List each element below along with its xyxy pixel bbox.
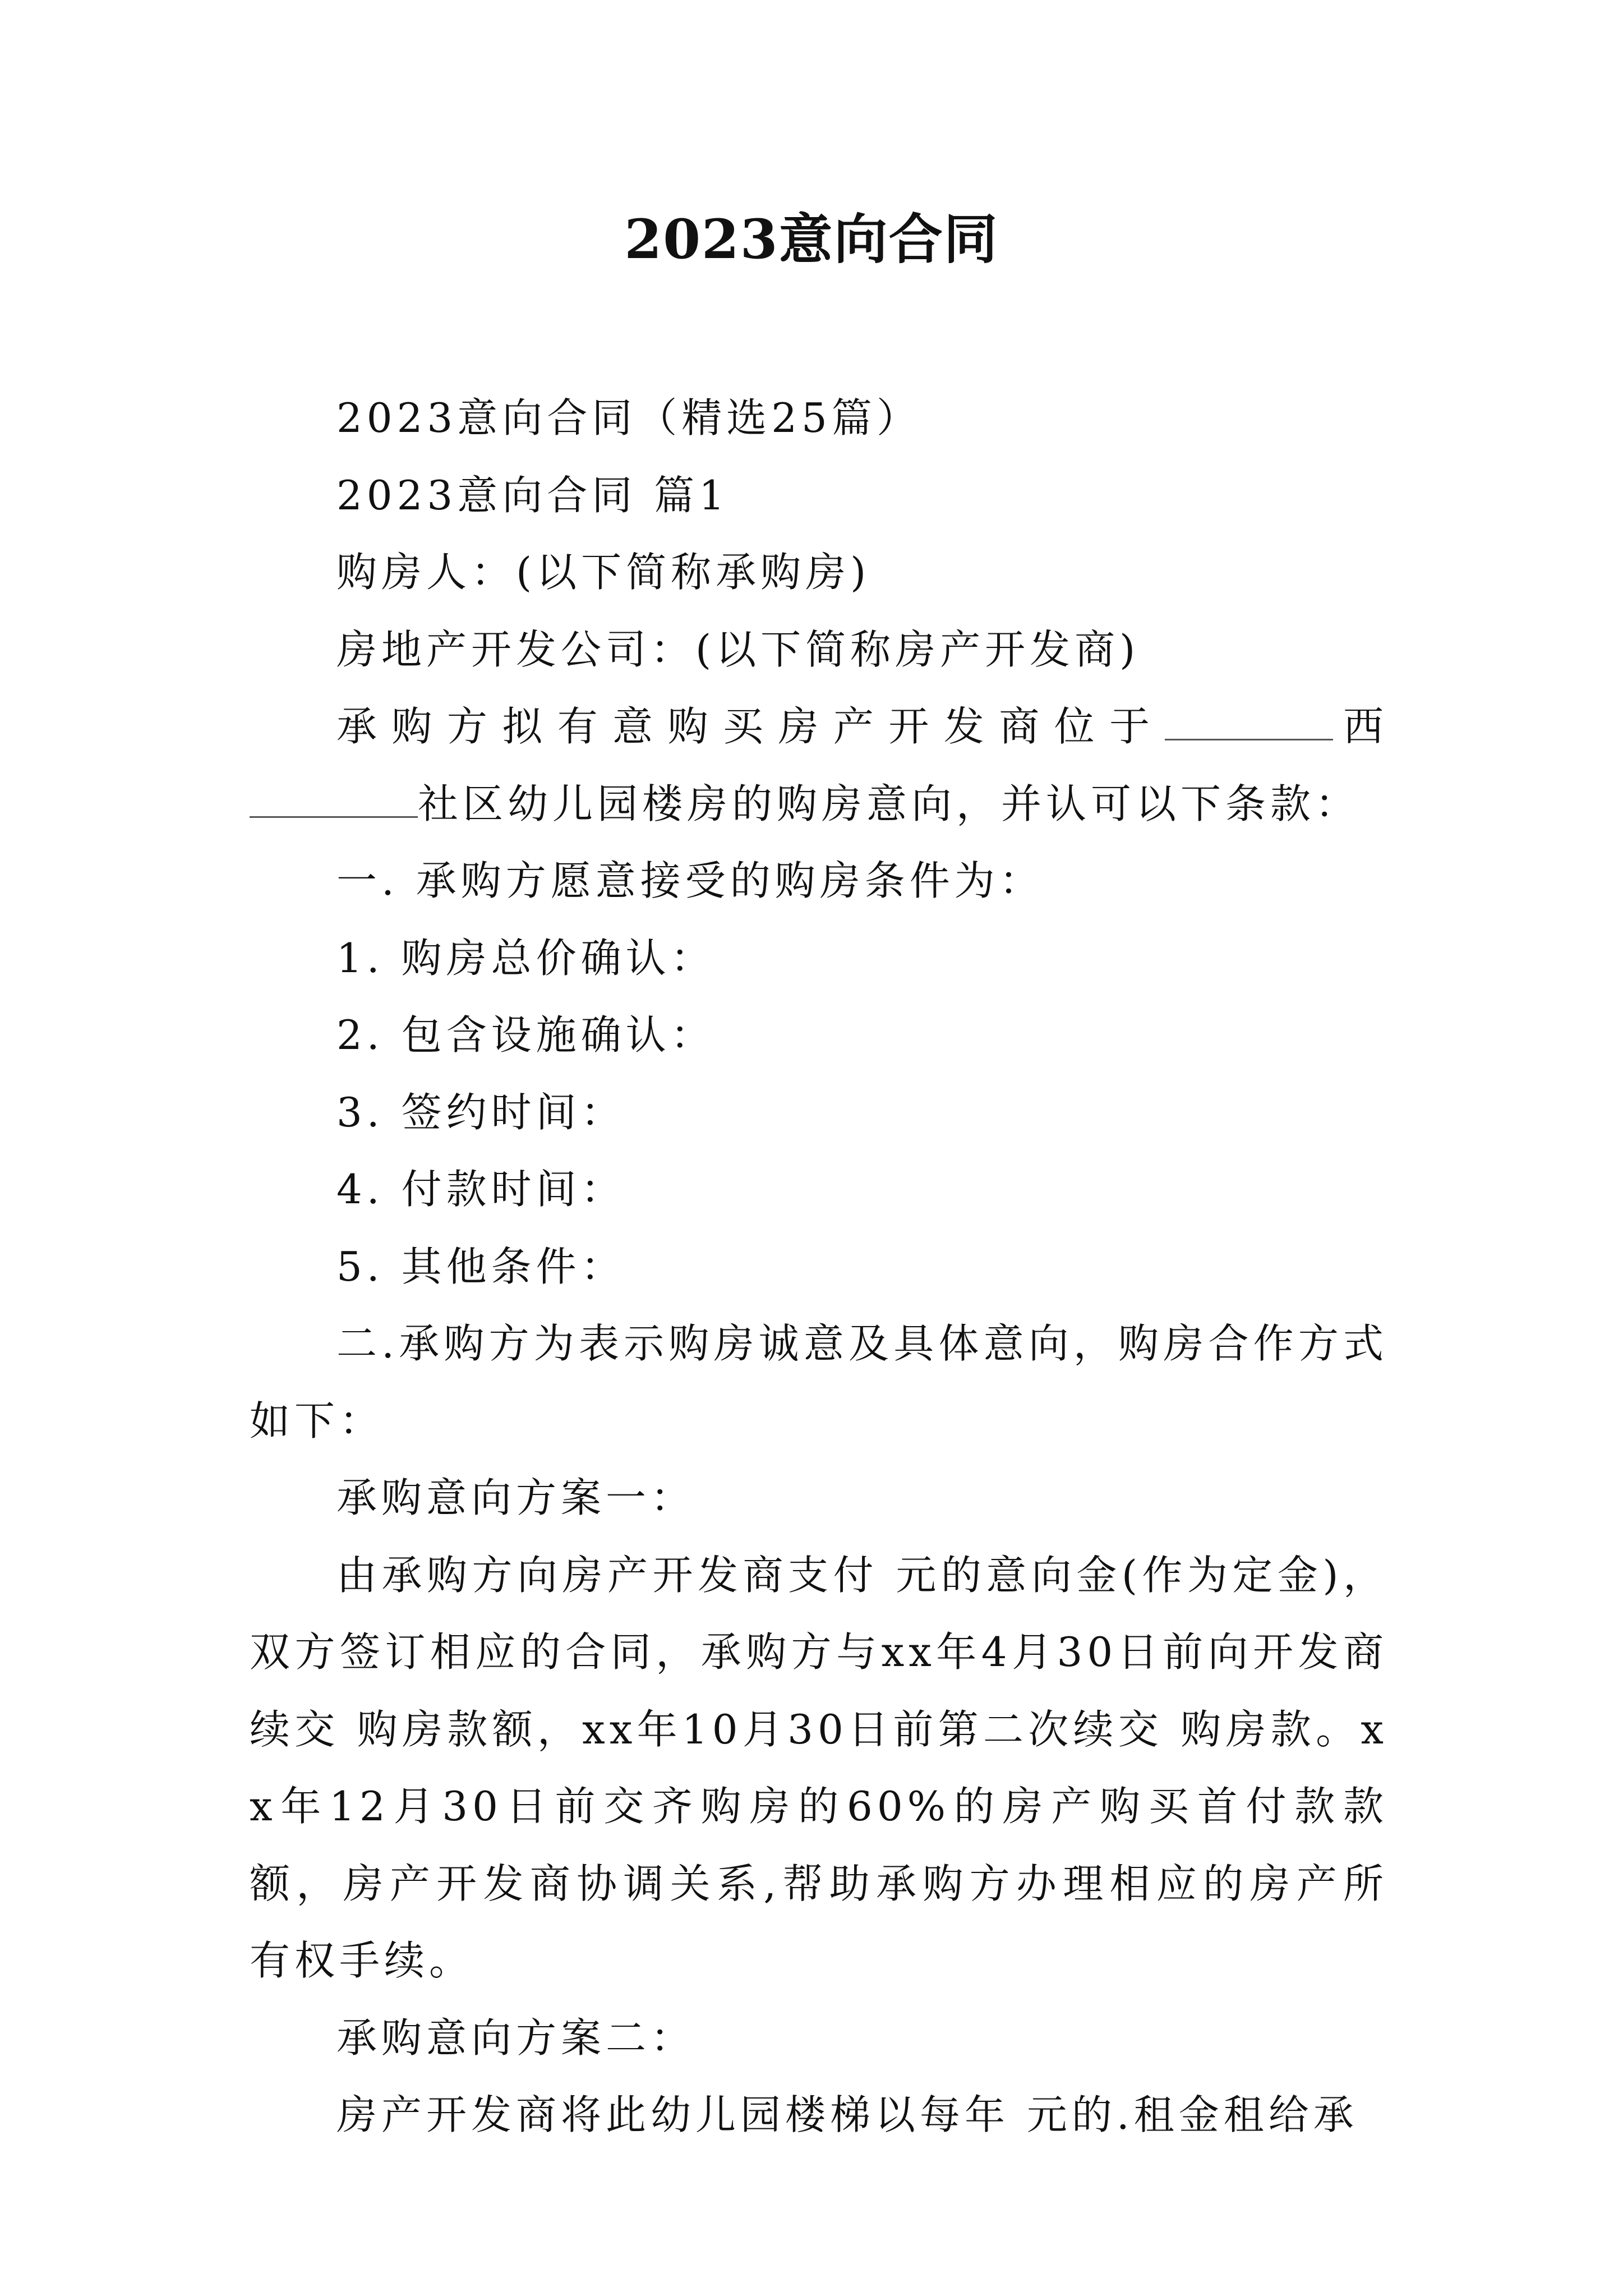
paragraph-plan-1-body: 由承购方向房产开发商支付 元的意向金(作为定金)，双方签订相应的合同，承购方与xx年4月30日前向开发商续交 购房款额，xx年10月30日前第二次续交 购房款。xx年12月30日前交齐购房的60%的房产购买首付款款额，房产开发商协调关系,帮助承购方办理相应的房产所有权手续。: [250, 1551, 1388, 1984]
location-text-before: 承购方拟有意购买房产开发商位于: [336, 703, 1165, 750]
paragraph-subtitle: 2023意向合同（精选25篇）: [336, 394, 921, 441]
paragraph-item-1: 1. 购房总价确认：: [336, 934, 716, 982]
paragraph-item-2: 2. 包含设施确认：: [336, 1011, 716, 1059]
location-text-middle: 西: [1332, 703, 1388, 750]
paragraph-buyer: 购房人：(以下简称承购房): [336, 549, 871, 596]
paragraph-location: [250, 688, 1388, 843]
paragraph-plan-2-heading: 承购意向方案二：: [336, 2014, 696, 2062]
document-title: 2023意向合同: [624, 208, 999, 271]
blank-line-1: [1165, 705, 1333, 740]
paragraph-item-4: 4. 付款时间：: [336, 1166, 626, 1213]
paragraph-developer: 房地产开发公司：(以下简称房产开发商): [336, 625, 1140, 673]
blank-line-2: [250, 783, 418, 818]
paragraph-plan-2-body: 房产开发商将此幼儿园楼梯以每年 元的.租金租给承: [336, 2091, 1358, 2138]
location-text-after: 社区幼儿园楼房的购房意向，并认可以下条款：: [418, 780, 1361, 827]
paragraph-item-5: 5. 其他条件：: [336, 1243, 626, 1290]
paragraph-plan-1-heading: 承购意向方案一：: [336, 1474, 696, 1521]
paragraph-item-3: 3. 签约时间：: [336, 1088, 626, 1136]
paragraph-clause-1: 一. 承购方愿意接受的购房条件为：: [336, 857, 1044, 904]
document-body: [250, 380, 1388, 2154]
paragraph-clause-2: 二.承购方为表示购房诚意及具体意向，购房合作方式如下：: [250, 1320, 1388, 1444]
paragraph-section-heading: 2023意向合同 篇1: [336, 471, 729, 519]
